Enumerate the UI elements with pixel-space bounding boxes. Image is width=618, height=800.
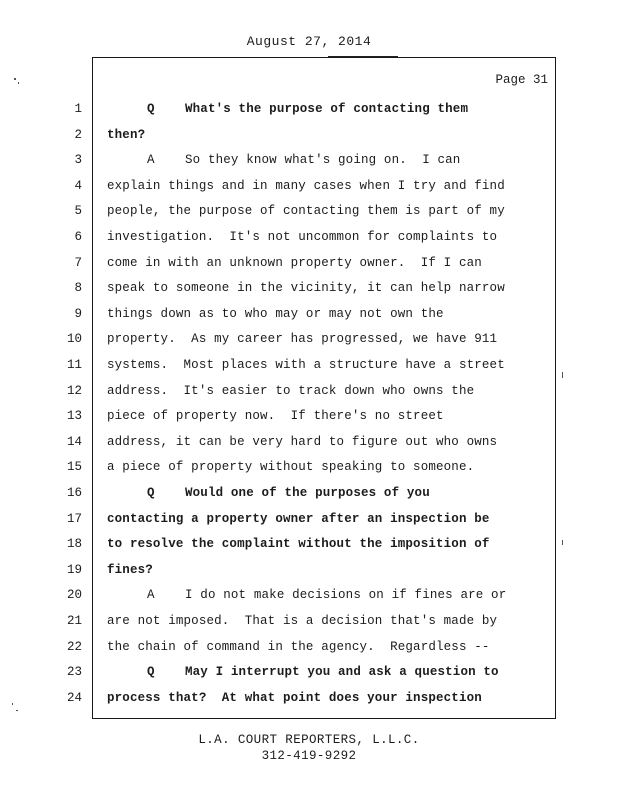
line-number: 4 [74,179,82,193]
line-text: contacting a property owner after an inspection be [107,512,490,526]
line-number: 12 [66,384,82,398]
transcript-line [147,153,547,167]
footer-phone: 312-419-9292 [261,749,357,763]
line-number: 17 [66,512,82,526]
transcript-line [107,614,547,628]
line-number: 22 [66,640,82,654]
line-text: property. As my career has progressed, we have 911 [107,332,498,346]
speaker-marker: A [147,588,155,602]
transcript-line [107,640,547,654]
transcript-line [107,537,547,551]
line-number: 11 [66,358,82,372]
scan-speck [12,703,13,705]
line-text: a piece of property without speaking to someone. [107,460,475,474]
line-number: 23 [66,665,82,679]
line-number: 7 [74,256,82,270]
line-text: people, the purpose of contacting them is part of my [107,204,505,218]
transcript-line [147,486,547,500]
line-text: then? [107,128,146,142]
line-text: address, it can be very hard to figure out who owns [107,435,498,449]
transcript-line [107,256,547,270]
transcript-line [107,128,547,142]
line-text: systems. Most places with a structure have a street [107,358,505,372]
transcript-line [147,102,547,116]
speaker-marker: Q [147,486,155,500]
speaker-marker: Q [147,102,155,116]
line-text: to resolve the complaint without the imposition of [107,537,490,551]
line-number: 13 [66,409,82,423]
scan-speck [562,540,563,545]
transcript-line [147,588,547,602]
scan-speck [18,82,19,84]
line-text: So they know what's going on. I can [185,153,461,167]
line-number: 24 [66,691,82,705]
footer-company: L.A. COURT REPORTERS, L.L.C. [198,733,420,747]
line-number: 5 [74,204,82,218]
line-number: 3 [74,153,82,167]
line-text: address. It's easier to track down who owns the [107,384,475,398]
line-text: May I interrupt you and ask a question to [185,665,499,679]
line-text: the chain of command in the agency. Regardless -- [107,640,490,654]
transcript-line [107,358,547,372]
scan-speck [562,372,563,378]
line-text: I do not make decisions on if fines are or [185,588,507,602]
line-text: explain things and in many cases when I try and find [107,179,505,193]
transcript-line [107,460,547,474]
line-text: investigation. It's not uncommon for complaints to [107,230,498,244]
line-number: 6 [74,230,82,244]
transcript-line [107,179,547,193]
line-text: come in with an unknown property owner. If I can [107,256,482,270]
line-number: 10 [66,332,82,346]
transcript-line [107,563,547,577]
line-text: Would one of the purposes of you [185,486,430,500]
transcript-line [107,281,547,295]
line-text: things down as to who may or may not own the [107,307,444,321]
line-text: What's the purpose of contacting them [185,102,469,116]
line-number: 18 [66,537,82,551]
transcript-line [107,384,547,398]
transcript-line [107,512,547,526]
line-number: 8 [74,281,82,295]
line-number: 9 [74,307,82,321]
transcript-line [107,230,547,244]
line-text: piece of property now. If there's no street [107,409,444,423]
line-text: speak to someone in the vicinity, it can help narrow [107,281,505,295]
line-number: 21 [66,614,82,628]
transcript-line [107,435,547,449]
line-number: 16 [66,486,82,500]
line-text: fines? [107,563,153,577]
transcript-line [147,665,547,679]
line-number: 1 [74,102,82,116]
header-date: August 27, 2014 [246,34,372,49]
line-number: 15 [66,460,82,474]
transcript-line [107,332,547,346]
transcript-line [107,691,547,705]
line-text: process that? At what point does your inspection [107,691,482,705]
speaker-marker: Q [147,665,155,679]
transcript-line [107,409,547,423]
transcript-line [107,307,547,321]
transcript-line [107,204,547,218]
line-number: 2 [74,128,82,142]
line-text: are not imposed. That is a decision that's made by [107,614,498,628]
line-number: 19 [66,563,82,577]
scan-speck [14,78,16,80]
line-number: 20 [66,588,82,602]
speaker-marker: A [147,153,155,167]
page-label: Page 31 [495,73,548,87]
scan-speck [16,710,18,711]
line-number: 14 [66,435,82,449]
